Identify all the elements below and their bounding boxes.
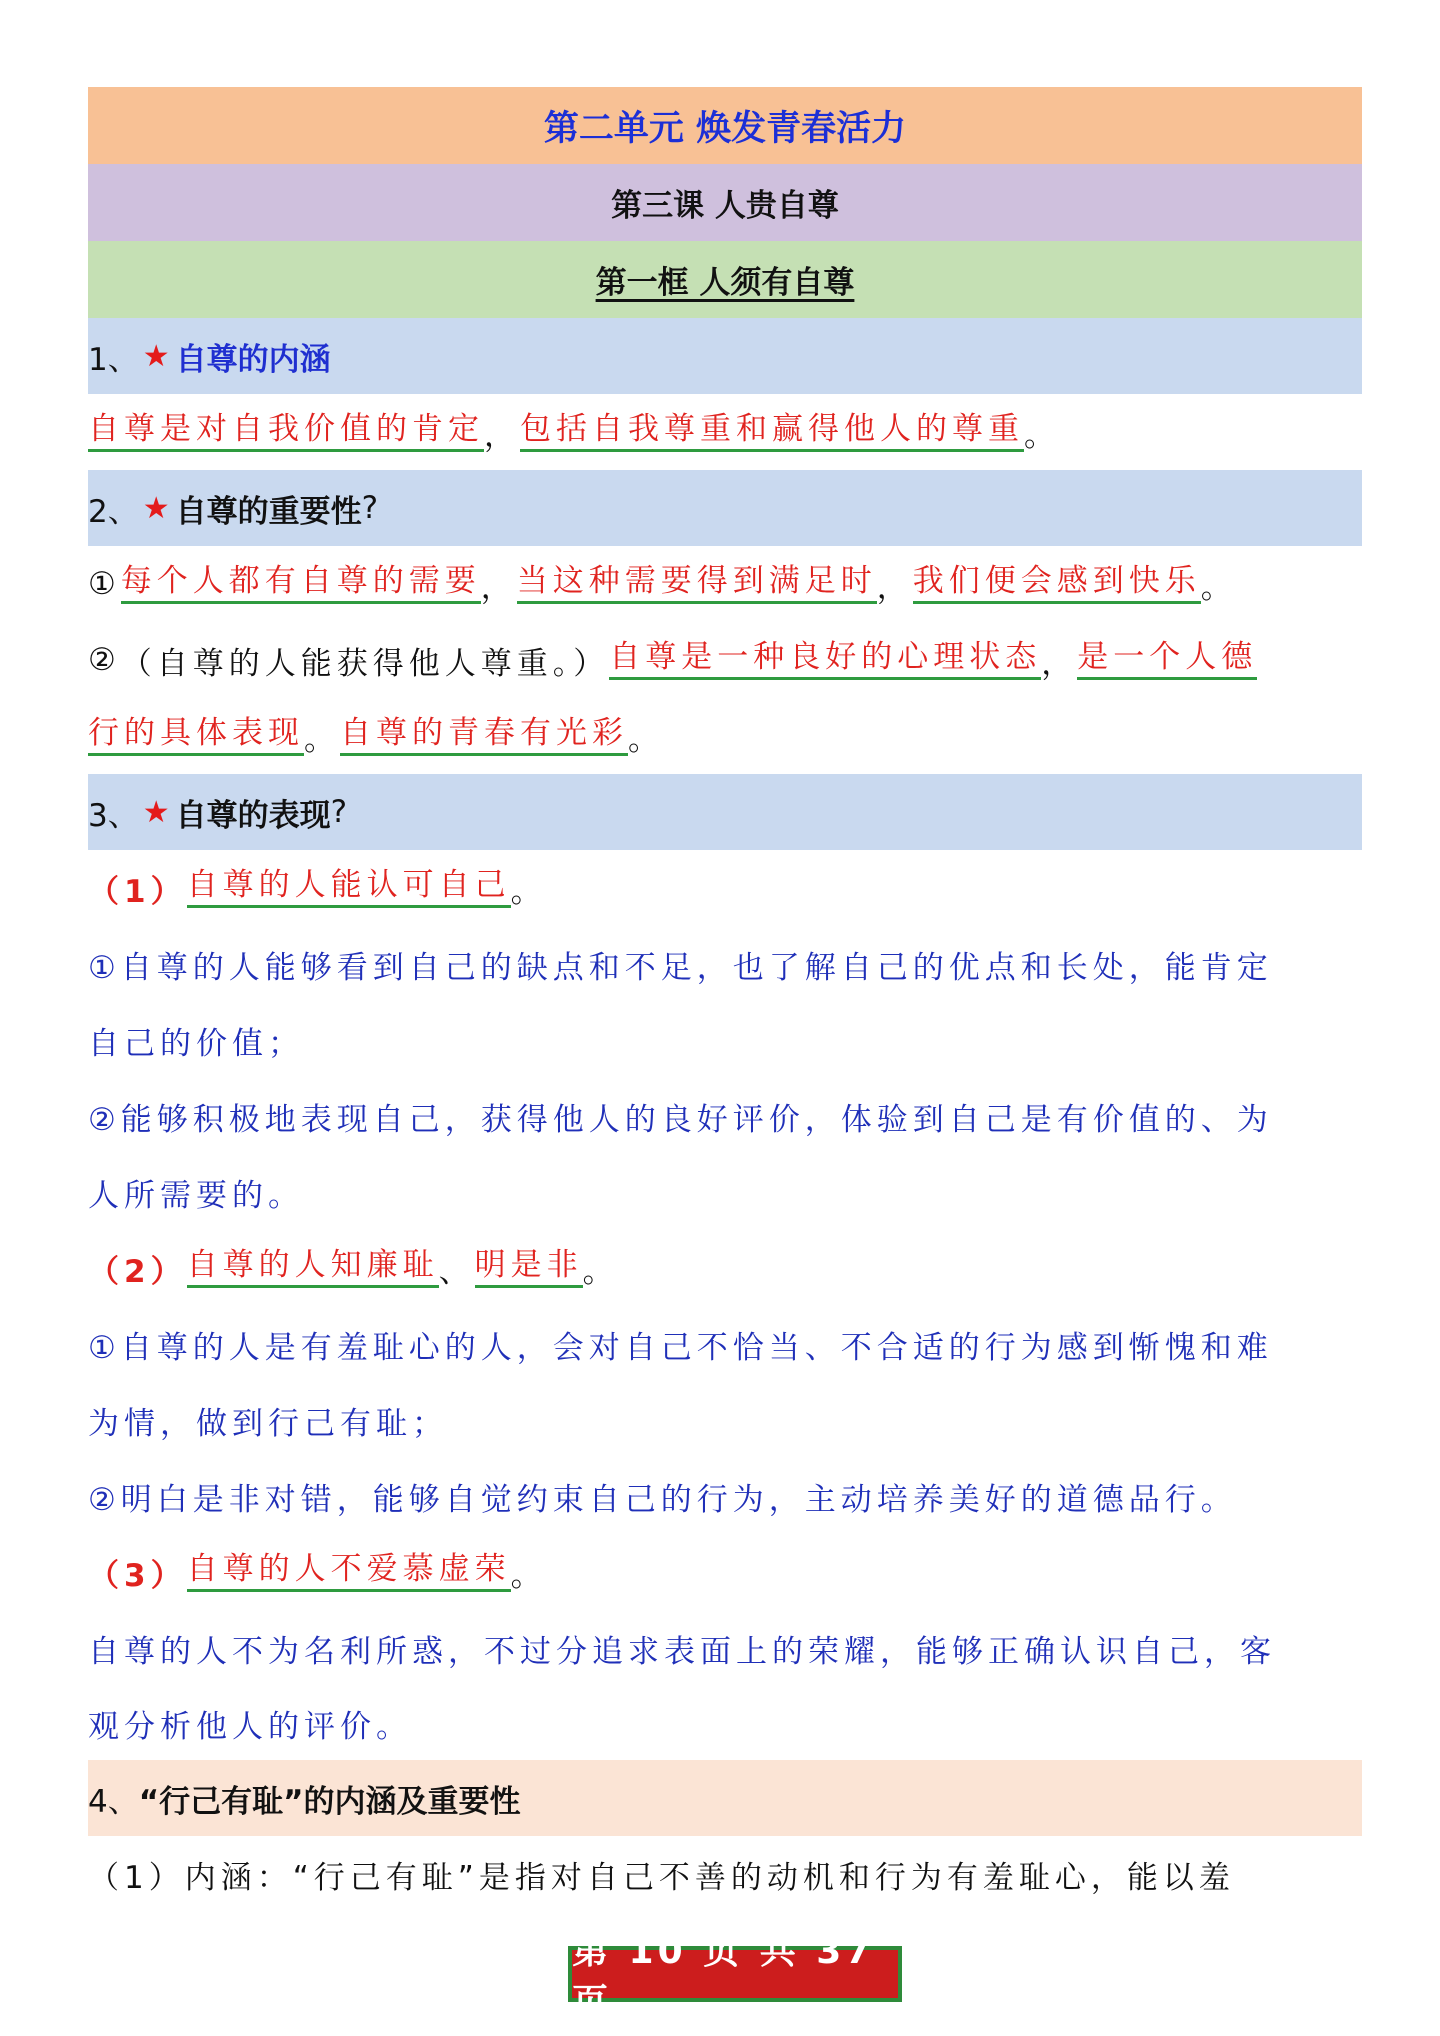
lesson-title-band (88, 164, 1362, 241)
section-title: 自尊的重要性 (175, 493, 362, 530)
s3-detail-line: 人所需要的。 (88, 1177, 304, 1214)
s2-line-1 (88, 546, 1362, 622)
point-label: （1） (88, 873, 187, 910)
key-phrase: 当这种需要得到满足时 (517, 564, 877, 605)
s3-detail-line: 自己的价值； (88, 1025, 304, 1062)
s2-line-3 (88, 698, 1362, 774)
key-phrase: 自尊是一种良好的心理状态 (609, 640, 1041, 681)
unit-title: 第二单元 焕发青春活力 (543, 108, 907, 149)
punct: ， (1041, 645, 1078, 682)
section-number: 1、 (88, 341, 139, 378)
frame-title-band (88, 241, 1362, 318)
s3-detail-line: ①自尊的人能够看到自己的缺点和不足，也了解自己的优点和长处，能肯定 (88, 949, 1273, 986)
key-phrase: 明是非 (475, 1248, 583, 1289)
lesson-title: 第三课 人贵自尊 (611, 188, 839, 224)
section-4-heading (88, 1760, 1362, 1836)
section-number: 4、 (88, 1783, 139, 1820)
key-phrase: 每个人都有自尊的需要 (121, 564, 481, 605)
punct: ， (484, 417, 520, 454)
s3-detail-line: ②明白是非对错，能够自觉约束自己的行为，主动培养美好的道德品行。 (88, 1481, 1237, 1518)
punct: 。 (304, 721, 340, 758)
key-phrase: 是一个人德 (1077, 640, 1257, 681)
section-number: 2、 (88, 493, 139, 530)
s3-detail-line: ②能够积极地表现自己，获得他人的良好评价，体验到自己是有价值的、为 (88, 1101, 1273, 1138)
s3-detail-line: 为情，做到行己有耻； (88, 1405, 448, 1442)
s1-line-1 (88, 394, 1362, 470)
point-label: （3） (88, 1557, 187, 1594)
circled-number: ② (88, 642, 121, 678)
punct: ， (480, 569, 517, 606)
question-mark: ? (361, 490, 379, 526)
key-phrase: 我们便会感到快乐 (913, 564, 1201, 605)
star-icon: ★ (142, 794, 170, 830)
s3-detail-line: 观分析他人的评价。 (88, 1708, 412, 1745)
section-title: 自尊的表现 (175, 797, 331, 834)
question-mark: ? (330, 794, 348, 830)
key-phrase: 自尊的人不爱慕虚荣 (187, 1552, 511, 1593)
s3-point-1 (88, 850, 1362, 926)
page-number-text: 第 10 页 共 37 页 (572, 1931, 875, 2023)
key-phrase: 自尊的人能认可自己 (187, 868, 511, 909)
unit-title-band (88, 87, 1362, 164)
s3-point-2 (88, 1230, 1362, 1306)
punct: 。 (628, 721, 664, 758)
punct: 。 (582, 1253, 619, 1290)
punct: 。 (510, 1557, 547, 1594)
key-phrase: 包括自我尊重和赢得他人的尊重 (520, 412, 1024, 453)
s3-detail-line: 自尊的人不为名利所惑，不过分追求表面上的荣耀，能够正确认识自己，客 (88, 1633, 1276, 1670)
s2-line-2 (88, 622, 1362, 698)
key-phrase: 行的具体表现 (88, 716, 304, 757)
key-phrase: 自尊的人知廉耻 (187, 1248, 439, 1289)
punct: ， (876, 569, 913, 606)
star-icon: ★ (142, 490, 170, 526)
section-number: 3、 (88, 797, 139, 834)
section-2-heading (88, 470, 1362, 546)
section-title: “行己有耻”的内涵及重要性 (138, 1783, 521, 1820)
punct: 、 (438, 1253, 475, 1290)
content (88, 87, 1362, 1912)
star-icon: ★ (142, 338, 170, 374)
page-number-badge (568, 1931, 902, 2023)
s4-line-1: （1）内涵：“行己有耻”是指对自己不善的动机和行为有羞耻心，能以羞 (88, 1859, 1235, 1896)
section-3-heading (88, 774, 1362, 850)
frame-title: 第一框 人须有自尊 (595, 265, 855, 301)
parenthetical: （自尊的人能获得他人尊重。） (120, 645, 610, 682)
section-1-heading (88, 318, 1362, 394)
s3-point-3 (88, 1534, 1362, 1610)
punct: 。 (1200, 569, 1237, 606)
section-title: 自尊的内涵 (175, 341, 331, 378)
s3-detail-line: ①自尊的人是有羞耻心的人，会对自己不恰当、不合适的行为感到惭愧和难 (88, 1329, 1273, 1366)
key-phrase: 自尊是对自我价值的肯定 (88, 412, 484, 453)
circled-number: ① (88, 566, 121, 602)
punct: 。 (510, 873, 547, 910)
punct: 。 (1024, 417, 1060, 454)
key-phrase: 自尊的青春有光彩 (340, 716, 628, 757)
point-label: （2） (88, 1253, 187, 1290)
